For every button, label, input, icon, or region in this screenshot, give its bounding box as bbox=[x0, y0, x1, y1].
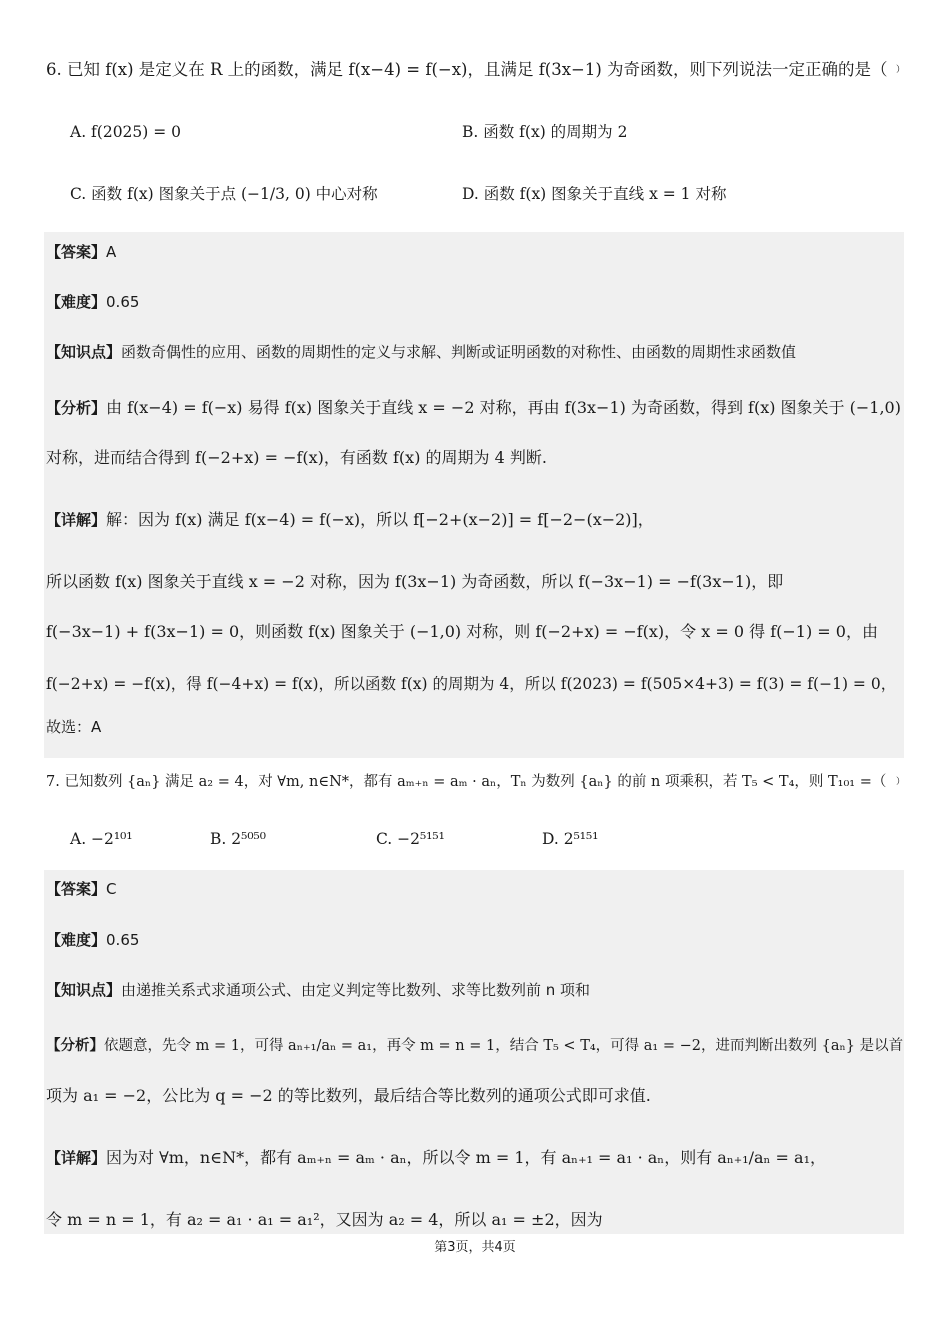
q6-option-c: C. 函数 f(x) 图象关于点 (−1/3, 0) 中心对称 bbox=[70, 185, 378, 203]
q7-detail-line-1: 因为对 ∀m，n∈N*，都有 aₘ₊ₙ = aₘ · aₙ，所以令 m = 1，有 aₙ₊₁ = a₁ · aₙ，则有 aₙ₊₁/aₙ = a₁， bbox=[106, 1148, 826, 1167]
q7-answer-label: 【答案】 bbox=[46, 880, 107, 898]
q6-detail-line-1: 解：因为 f(x) 满足 f(x−4) = f(−x)，所以 f[−2+(x−2)] = f[−2−(x−2)]， bbox=[106, 510, 654, 529]
q6-analysis-row bbox=[46, 396, 901, 420]
q7-difficulty-row bbox=[46, 928, 139, 952]
q6-knowledge: 函数奇偶性的应用、函数的周期性的定义与求解、判断或证明函数的对称性、由函数的周期性求函数值 bbox=[121, 343, 797, 361]
q6-knowledge-label: 【知识点】 bbox=[46, 343, 122, 361]
q7-analysis-line-1: 依题意，先令 m = 1，可得 aₙ₊₁/aₙ = a₁，再令 m = n = 1，结合 T₅ < T₄，可得 a₁ = −2，进而判断出数列 {aₙ} 是以首 bbox=[104, 1038, 904, 1054]
q6-detail-label: 【详解】 bbox=[46, 511, 107, 529]
q6-detail-line-4: f(−2+x) = −f(x)，得 f(−4+x) = f(x)，所以函数 f(x) 的周期为 4，所以 f(2023) = f(505×4+3) = f(3) = f(−1) = 0， bbox=[46, 675, 897, 693]
q7-detail-row bbox=[46, 1146, 826, 1170]
q6-analysis-line-1: 由 f(x−4) = f(−x) 易得 f(x) 图象关于直线 x = −2 对称，再由 f(3x−1) 为奇函数，得到 f(x) 图象关于 (−1,0) bbox=[106, 398, 901, 417]
q6-difficulty: 0.65 bbox=[106, 293, 140, 311]
q6-knowledge-row bbox=[46, 340, 796, 364]
q6-answer: A bbox=[106, 243, 117, 261]
q7-answer-row bbox=[46, 877, 117, 901]
q6-stem: 6. 已知 f(x) 是定义在 R 上的函数，满足 f(x−4) = f(−x)，且满足 f(3x−1) 为奇函数，则下列说法一定正确的是（ bbox=[46, 60, 888, 79]
q6-detail-line-5: 故选：A bbox=[46, 718, 102, 736]
q7-analysis-line-2: 项为 a₁ = −2，公比为 q = −2 的等比数列，最后结合等比数列的通项公式即可求值. bbox=[46, 1086, 651, 1105]
q6-option-a: A. f(2025) = 0 bbox=[70, 123, 182, 141]
q6-analysis-label: 【分析】 bbox=[46, 399, 107, 417]
q7-option-b: B. 2⁵⁰⁵⁰ bbox=[210, 830, 266, 848]
page-footer: 第3页，共4页 bbox=[434, 1240, 516, 1255]
q7-analysis-row bbox=[46, 1034, 903, 1058]
q6-analysis-line-2: 对称，进而结合得到 f(−2+x) = −f(x)，有函数 f(x) 的周期为 4 判断. bbox=[46, 448, 547, 467]
q7-knowledge: 由递推关系式求通项公式、由定义判定等比数列、求等比数列前 n 项和 bbox=[121, 981, 591, 999]
q6-answer-row bbox=[46, 240, 116, 264]
q6-detail-row bbox=[46, 508, 654, 532]
q6-answer-label: 【答案】 bbox=[46, 243, 107, 261]
q7-knowledge-label: 【知识点】 bbox=[46, 981, 122, 999]
q7-analysis-label: 【分析】 bbox=[46, 1038, 104, 1054]
q7-answer: C bbox=[106, 880, 117, 898]
q7-option-a: A. −2¹⁰¹ bbox=[70, 830, 133, 848]
q6-option-b: B. 函数 f(x) 的周期为 2 bbox=[462, 123, 628, 141]
q7-option-c: C. −2⁵¹⁵¹ bbox=[376, 830, 445, 848]
q6-difficulty-row bbox=[46, 290, 139, 314]
q7-paren-close: ） bbox=[896, 777, 906, 787]
q6-option-d: D. 函数 f(x) 图象关于直线 x = 1 对称 bbox=[462, 185, 727, 203]
q6-difficulty-label: 【难度】 bbox=[46, 293, 107, 311]
q7-detail-line-2: 令 m = n = 1，有 a₂ = a₁ · a₁ = a₁²，又因为 a₂ = 4，所以 a₁ = ±2，因为 bbox=[46, 1210, 603, 1229]
q7-option-d: D. 2⁵¹⁵¹ bbox=[542, 830, 599, 848]
q7-knowledge-row bbox=[46, 978, 590, 1002]
q7-difficulty-label: 【难度】 bbox=[46, 931, 107, 949]
q7-difficulty: 0.65 bbox=[106, 931, 140, 949]
q6-detail-line-3: f(−3x−1) + f(3x−1) = 0，则函数 f(x) 图象关于 (−1,0) 对称，则 f(−2+x) = −f(x)，令 x = 0 得 f(−1) = 0，由 bbox=[46, 622, 878, 641]
q6-detail-line-2: 所以函数 f(x) 图象关于直线 x = −2 对称，因为 f(3x−1) 为奇函数，所以 f(−3x−1) = −f(3x−1)，即 bbox=[46, 572, 784, 591]
q6-paren-close: ） bbox=[896, 65, 906, 75]
q7-detail-label: 【详解】 bbox=[46, 1149, 107, 1167]
q7-stem: 7. 已知数列 {aₙ} 满足 a₂ = 4，对 ∀m, n∈N*，都有 aₘ₊ₙ = aₘ · aₙ，Tₙ 为数列 {aₙ} 的前 n 项乘积，若 T₅ < T₄，则 T₁₀₁ =（ bbox=[46, 774, 887, 790]
